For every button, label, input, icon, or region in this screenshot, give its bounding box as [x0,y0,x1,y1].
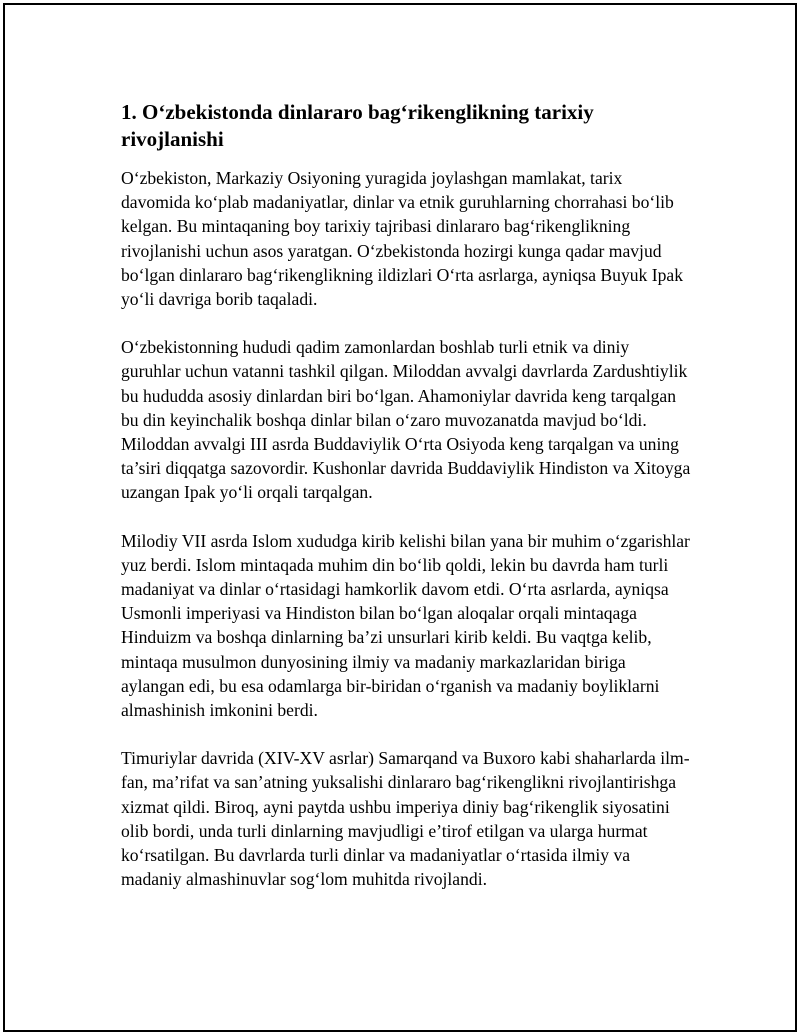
paragraph-2: O‘zbekistonning hududi qadim zamonlardan boshlab turli etnik va diniy guruhlar uchun vatanni tashkil qilgan. Miloddan avvalgi davrlarda Zardushtiylik bu hududda asosiy dinlardan biri bo‘lgan. Ahamoniylar davrida keng tarqalgan bu din keyinchalik boshqa dinlar bilan o‘zaro muvozanatda mavjud bo‘ldi. Miloddan avvalgi III asrda Buddaviylik O‘rta Osiyoda keng tarqalgan va uning ta’siri diqqatga sazovordir. Kushonlar davrida Buddaviylik Hindiston va Xitoyga uzangan Ipak yo‘li orqali tarqalgan. [121,337,691,503]
paragraph-4: Timuriylar davrida (XIV-XV asrlar) Samarqand va Buxoro kabi shaharlarda ilm-fan, ma’rifat va san’atning yuksalishi dinlararo bag‘rikenglikni rivojlantirishga xizmat qildi. Biroq, ayni paytda ushbu imperiya diniy bag‘rikenglik siyosatini olib bordi, unda turli dinlarning mavjudligi e’tirof etilgan va ularga hurmat ko‘rsatilgan. Bu davrlarda turli dinlar va madaniyatlar o‘rtasida ilmiy va madaniy almashinuvlar sog‘lom muhitda rivojlandi. [121,748,690,890]
paragraph-3: Milodiy VII asrda Islom xududga kirib kelishi bilan yana bir muhim o‘zgarishlar yuz berdi. Islom mintaqada muhim din bo‘lib qoldi, lekin bu davrda ham turli madaniyat va dinlar o‘rtasidagi hamkorlik davom etdi. O‘rta asrlarda, ayniqsa Usmonli imperiyasi va Hindiston bilan bo‘lgan aloqalar orqali mintaqaga Hinduizm va boshqa dinlarning ba’zi unsurlari kirib keldi. Bu vaqtga kelib, mintaqa musulmon dunyosining ilmiy va madaniy markazlaridan biriga aylangan edi, bu esa odamlarga bir-biridan o‘rganish va madaniy boyliklarni almashinish imkonini berdi. [121,530,690,721]
page-frame [3,3,797,1032]
document-heading: 1. O‘zbekistonda dinlararo bag‘rikenglikning tarixiy rivojlanishi [121,100,594,151]
paragraph-1: O‘zbekiston, Markaziy Osiyoning yuragida joylashgan mamlakat, tarix davomida ko‘plab madaniyatlar, dinlar va etnik guruhlarning chorrahasi bo‘lib kelgan. Bu mintaqaning boy tarixiy tajribasi dinlararo bag‘rikenglikning rivojlanishi uchun asos yaratgan. O‘zbekistonda hozirgi kunga qadar mavjud bo‘lgan dinlararo bag‘rikenglikning ildizlari O‘rta asrlarga, ayniqsa Buyuk Ipak yo‘li davriga borib taqaladi. [121,168,684,310]
document-body [121,99,701,915]
